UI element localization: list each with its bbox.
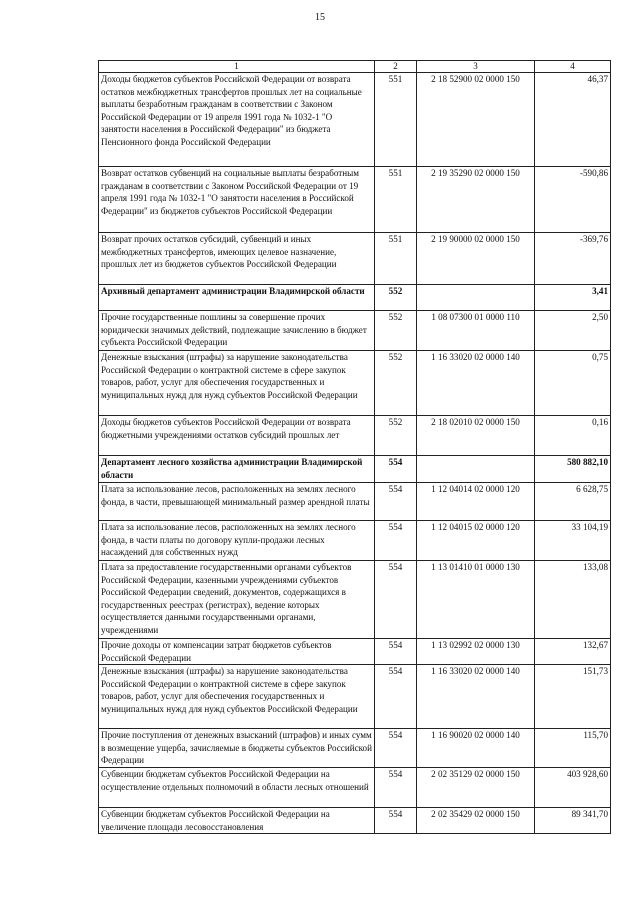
row-kbk-cell: [417, 456, 535, 483]
row-amount-cell: 2,50: [535, 311, 611, 351]
row-name-cell: Денежные взыскания (штрафы) за нарушение законодательства Российской Федерации о контрактной системе в сфере закупок товаров, работ, услуг для обеспечения государственных и муниципальных нужд для нужд субъектов Российской Федерации: [99, 351, 375, 416]
row-amount-cell: 115,70: [535, 729, 611, 768]
row-name-cell: Субвенции бюджетам субъектов Российской Федерации на осуществление отдельных полномочий в области лесных отношений: [99, 767, 375, 807]
row-code-cell: 552: [375, 351, 417, 416]
row-code-cell: 554: [375, 729, 417, 768]
row-amount-cell: 33 104,19: [535, 521, 611, 561]
row-kbk-cell: 1 08 07300 01 0000 110: [417, 311, 535, 351]
row-code-cell: 554: [375, 665, 417, 729]
table-row: [99, 483, 611, 521]
row-name-cell: Субвенции бюджетам субъектов Российской Федерации на увеличение площади лесовосстановления: [99, 807, 375, 833]
row-kbk-cell: 1 13 02992 02 0000 130: [417, 639, 535, 665]
row-amount-cell: 580 882,10: [535, 456, 611, 483]
row-name-cell: Возврат остатков субвенций на социальные выплаты безработным гражданам в соответствии с Законом Российской Федерации от 19 апреля 1991 года № 1032-1 "О занятости населения в Российской Федерации" из бюджетов субъектов Российской Федерации: [99, 167, 375, 233]
table-row: [99, 351, 611, 416]
row-code-cell: 551: [375, 233, 417, 285]
row-amount-cell: 0,16: [535, 416, 611, 456]
row-code-cell: 554: [375, 561, 417, 639]
row-code-cell: 554: [375, 456, 417, 483]
row-kbk-cell: 2 02 35429 02 0000 150: [417, 807, 535, 833]
row-kbk-cell: 1 13 01410 01 0000 130: [417, 561, 535, 639]
row-name-cell: Денежные взыскания (штрафы) за нарушение законодательства Российской Федерации о контрактной системе в сфере закупок товаров, работ, услуг для обеспечения государственных и муниципальных нужд для нужд субъектов Российской Федерации: [99, 665, 375, 729]
row-amount-cell: 46,37: [535, 73, 611, 167]
table-row: [99, 416, 611, 456]
row-code-cell: 552: [375, 311, 417, 351]
table-row: [99, 561, 611, 639]
row-amount-cell: 0,75: [535, 351, 611, 416]
row-amount-cell: -590,86: [535, 167, 611, 233]
table-row: [99, 767, 611, 807]
row-amount-cell: 151,73: [535, 665, 611, 729]
row-name-cell: Архивный департамент администрации Владимирской области: [99, 285, 375, 311]
row-name-cell: Плата за использование лесов, расположенных на землях лесного фонда, в части, превышающей минимальный размер арендной платы: [99, 483, 375, 521]
row-name-cell: Доходы бюджетов субъектов Российской Федерации от возврата бюджетными учреждениями остатков субсидий прошлых лет: [99, 416, 375, 456]
row-kbk-cell: 1 16 90020 02 0000 140: [417, 729, 535, 768]
header-col-3: 3: [417, 61, 535, 73]
table-header-row: [99, 61, 611, 73]
row-name-cell: Прочие поступления от денежных взысканий (штрафов) и иных сумм в возмещение ущерба, зачисляемые в бюджеты субъектов Российской Федерации: [99, 729, 375, 768]
row-kbk-cell: 1 16 33020 02 0000 140: [417, 665, 535, 729]
row-name-cell: Возврат прочих остатков субсидий, субвенций и иных межбюджетных трансфертов, имеющих целевое назначение, прошлых лет из бюджетов субъектов Российской Федерации: [99, 233, 375, 285]
row-kbk-cell: 2 19 90000 02 0000 150: [417, 233, 535, 285]
table-row: [99, 311, 611, 351]
table-row: [99, 665, 611, 729]
row-amount-cell: 403 928,60: [535, 767, 611, 807]
budget-revenue-table: [98, 60, 611, 834]
row-amount-cell: 89 341,70: [535, 807, 611, 833]
row-code-cell: 551: [375, 73, 417, 167]
row-code-cell: 552: [375, 416, 417, 456]
table-row: [99, 167, 611, 233]
header-col-4: 4: [535, 61, 611, 73]
row-name-cell: Прочие доходы от компенсации затрат бюджетов субъектов Российской Федерации: [99, 639, 375, 665]
row-amount-cell: 132,67: [535, 639, 611, 665]
row-amount-cell: 3,41: [535, 285, 611, 311]
row-kbk-cell: 2 02 35129 02 0000 150: [417, 767, 535, 807]
row-kbk-cell: 1 12 04014 02 0000 120: [417, 483, 535, 521]
row-kbk-cell: 2 19 35290 02 0000 150: [417, 167, 535, 233]
table-row: [99, 639, 611, 665]
table-row: [99, 233, 611, 285]
row-kbk-cell: 2 18 52900 02 0000 150: [417, 73, 535, 167]
row-kbk-cell: 1 12 04015 02 0000 120: [417, 521, 535, 561]
table-row: [99, 285, 611, 311]
row-amount-cell: 133,08: [535, 561, 611, 639]
row-amount-cell: -369,76: [535, 233, 611, 285]
row-code-cell: 554: [375, 807, 417, 833]
row-kbk-cell: [417, 285, 535, 311]
row-amount-cell: 6 628,75: [535, 483, 611, 521]
table-row: [99, 73, 611, 167]
row-code-cell: 551: [375, 167, 417, 233]
row-kbk-cell: 2 18 02010 02 0000 150: [417, 416, 535, 456]
row-name-cell: Плата за использование лесов, расположенных на землях лесного фонда, в части платы по договору купли-продажи лесных насаждений для собственных нужд: [99, 521, 375, 561]
row-name-cell: Доходы бюджетов субъектов Российской Федерации от возврата остатков межбюджетных трансфертов прошлых лет на социальные выплаты безработным гражданам в соответствии с Законом Российской Федерации от 19 апреля 1991 года № 1032-1 "О занятости населения в Российской Федерации" из бюджета Пенсионного фонда Российской Федерации: [99, 73, 375, 167]
row-kbk-cell: 1 16 33020 02 0000 140: [417, 351, 535, 416]
row-code-cell: 554: [375, 483, 417, 521]
table-row: [99, 521, 611, 561]
row-code-cell: 552: [375, 285, 417, 311]
row-code-cell: 554: [375, 639, 417, 665]
row-name-cell: Департамент лесного хозяйства администрации Владимирской области: [99, 456, 375, 483]
header-col-2: 2: [375, 61, 417, 73]
row-code-cell: 554: [375, 767, 417, 807]
page-number: 15: [315, 12, 325, 23]
table-row: [99, 807, 611, 833]
header-col-1: 1: [99, 61, 375, 73]
table-row: [99, 729, 611, 768]
row-name-cell: Прочие государственные пошлины за совершение прочих юридически значимых действий, подлежащие зачислению в бюджет субъекта Российской Федерации: [99, 311, 375, 351]
row-code-cell: 554: [375, 521, 417, 561]
row-name-cell: Плата за предоставление государственными органами субъектов Российской Федерации, казенными учреждениями субъектов Российской Федерации сведений, документов, содержащихся в государственных реестрах (регистрах), ведение которых осуществляется данными государственными органами, учреждениями: [99, 561, 375, 639]
table-row: [99, 456, 611, 483]
